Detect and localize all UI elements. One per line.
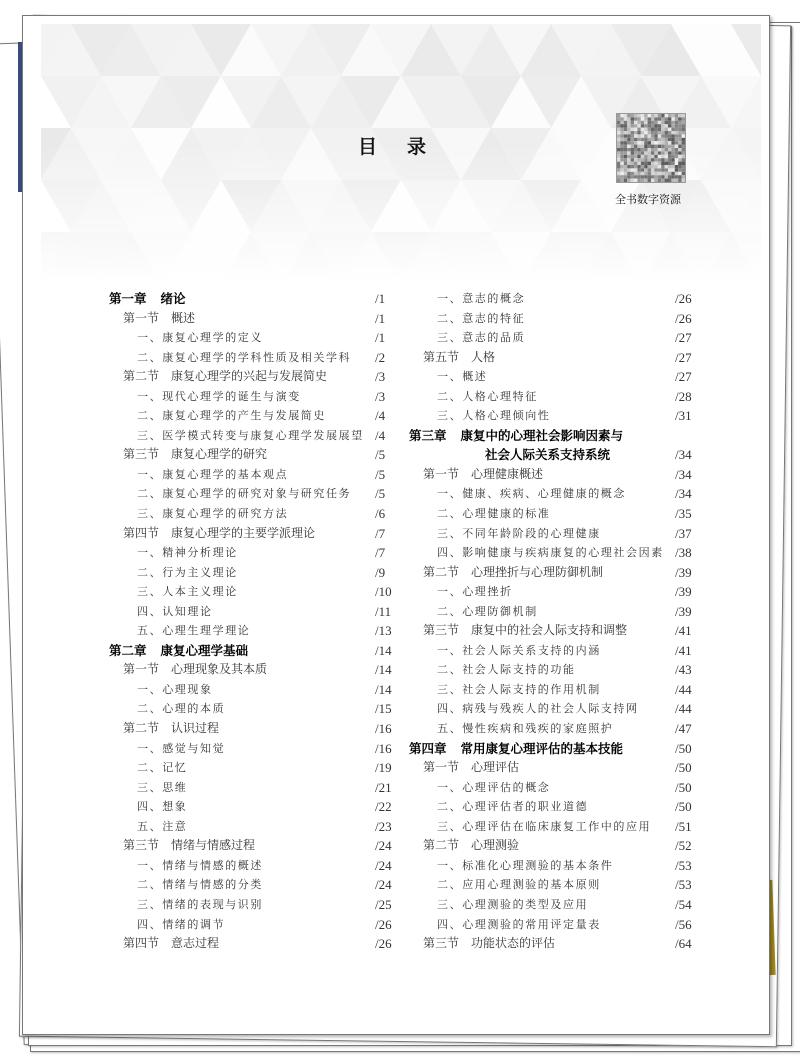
toc-entry-title bbox=[437, 641, 601, 661]
toc-entry-page: /13 bbox=[375, 623, 392, 639]
toc-entry-item[interactable] bbox=[109, 504, 399, 524]
toc-entry-text: 功能状态的评估 bbox=[471, 936, 556, 951]
toc-entry-item[interactable] bbox=[109, 797, 399, 817]
toc-entry-text: 社会人际关系支持系统 bbox=[485, 447, 611, 463]
toc-entry-number: 第三节 bbox=[423, 936, 460, 951]
toc-entry-title bbox=[437, 895, 588, 915]
toc-entry-page: /3 bbox=[375, 388, 386, 404]
toc-entry-text: 一、健康、疾病、心理健康的概念 bbox=[437, 487, 626, 501]
toc-entry-text: 五、注意 bbox=[137, 819, 188, 833]
toc-entry-page: /2 bbox=[375, 349, 386, 365]
toc-entry-title bbox=[437, 875, 601, 895]
toc-entry-page: /64 bbox=[675, 936, 692, 952]
toc-entry-page: /54 bbox=[675, 896, 692, 912]
toc-entry-text: 三、人本主义理论 bbox=[137, 585, 238, 599]
toc-entry-chapter[interactable] bbox=[409, 426, 699, 446]
toc-entry-page: /26 bbox=[375, 936, 392, 952]
toc-entry-page: /27 bbox=[675, 330, 692, 346]
toc-entry-page: /34 bbox=[675, 447, 692, 463]
toc-entry-section[interactable] bbox=[109, 524, 399, 544]
page-title: 目录 bbox=[358, 136, 457, 158]
toc-entry-page: /37 bbox=[675, 525, 692, 541]
toc-entry-page: /7 bbox=[375, 545, 386, 561]
toc-entry-item[interactable] bbox=[109, 817, 399, 837]
toc-entry-item[interactable] bbox=[109, 465, 399, 485]
toc-entry-text: 一、康复心理学的定义 bbox=[137, 331, 263, 345]
toc-entry-chapter[interactable] bbox=[409, 739, 699, 759]
toc-entry-title bbox=[437, 660, 576, 680]
toc-entry-item[interactable] bbox=[409, 543, 699, 563]
toc-entry-title bbox=[437, 817, 651, 837]
toc-entry-section[interactable] bbox=[409, 758, 699, 778]
toc-entry-title bbox=[437, 309, 525, 329]
toc-entry-text: 二、人格心理特征 bbox=[437, 389, 538, 403]
toc-entry-text: 三、心理测验的类型及应用 bbox=[437, 897, 589, 911]
toc-entry-page: /27 bbox=[675, 369, 692, 385]
toc-entry-item[interactable] bbox=[109, 915, 399, 935]
toc-entry-title bbox=[123, 367, 327, 387]
toc-entry-page: /35 bbox=[675, 506, 692, 522]
toc-entry-title bbox=[137, 484, 351, 504]
toc-entry-text: 常用康复心理评估的基本技能 bbox=[460, 740, 624, 756]
toc-entry-page: /47 bbox=[675, 721, 692, 737]
toc-entry-title bbox=[137, 680, 213, 700]
toc-entry-text: 康复心理学的主要学派理论 bbox=[171, 525, 316, 540]
toc-entry-title bbox=[137, 543, 238, 563]
toc-entry-text: 心理健康概述 bbox=[471, 466, 544, 481]
toc-entry-page: /43 bbox=[675, 662, 692, 678]
toc-entry-item[interactable] bbox=[109, 856, 399, 876]
toc-entry-text: 一、康复心理学的基本观点 bbox=[137, 467, 289, 481]
toc-entry-text: 一、感觉与知觉 bbox=[137, 741, 226, 755]
toc-entry-text: 心理现象及其本质 bbox=[171, 662, 268, 677]
toc-entry-page: /27 bbox=[675, 349, 692, 365]
toc-entry-title bbox=[137, 387, 301, 407]
toc-entry-item[interactable] bbox=[109, 426, 399, 446]
toc-entry-number: 第二节 bbox=[423, 564, 460, 579]
toc-entry-text: 三、康复心理学的研究方法 bbox=[137, 507, 289, 521]
toc-entry-page: /5 bbox=[375, 447, 386, 463]
toc-entry-section[interactable] bbox=[109, 445, 399, 465]
toc-entry-section[interactable] bbox=[109, 934, 399, 954]
toc-entry-item[interactable] bbox=[409, 660, 699, 680]
toc-entry-number: 第三章 bbox=[409, 427, 447, 443]
toc-entry-title bbox=[437, 543, 664, 563]
toc-entry-page: /1 bbox=[375, 291, 386, 306]
toc-entry-page: /15 bbox=[375, 701, 392, 717]
toc-entry-title bbox=[137, 602, 213, 622]
toc-entry-text: 一、精神分析理论 bbox=[137, 546, 238, 560]
toc-entry-text: 一、心理现象 bbox=[137, 682, 213, 696]
toc-entry-text: 二、心理防御机制 bbox=[437, 604, 538, 618]
toc-entry-page: /51 bbox=[675, 818, 692, 834]
toc-entry-item[interactable] bbox=[409, 719, 699, 739]
toc-entry-number: 第三节 bbox=[123, 447, 160, 462]
toc-entry-page: /26 bbox=[375, 916, 392, 932]
toc-entry-number: 第二节 bbox=[423, 838, 460, 853]
toc-entry-title bbox=[137, 778, 187, 798]
toc-entry-page: /25 bbox=[375, 896, 392, 912]
toc-entry-section[interactable] bbox=[109, 660, 399, 680]
toc-entry-title bbox=[409, 739, 623, 759]
toc-entry-item[interactable] bbox=[109, 778, 399, 798]
toc-entry-page: /50 bbox=[675, 760, 692, 776]
toc-entry-page: /53 bbox=[675, 857, 692, 873]
toc-entry-item[interactable] bbox=[109, 563, 399, 583]
toc-entry-item[interactable] bbox=[409, 367, 699, 387]
toc-entry-page: /31 bbox=[675, 408, 692, 424]
toc-entry-page: /34 bbox=[675, 466, 692, 482]
toc-entry-page: /3 bbox=[375, 369, 386, 385]
toc-entry-title bbox=[423, 934, 555, 954]
toc-entry-title bbox=[123, 524, 315, 544]
toc-entry-text: 三、思维 bbox=[137, 780, 188, 794]
toc-entry-title bbox=[437, 719, 613, 739]
toc-entry-page: /28 bbox=[675, 388, 692, 404]
toc-entry-page: /26 bbox=[675, 310, 692, 326]
toc-entry-item[interactable] bbox=[409, 915, 699, 935]
toc-entry-text: 一、社会人际关系支持的内涵 bbox=[437, 643, 601, 657]
toc-entry-text: 二、情绪与情感的分类 bbox=[137, 878, 263, 892]
toc-entry-title bbox=[109, 641, 248, 661]
toc-entry-page: /14 bbox=[375, 681, 392, 697]
toc-entry-page: /39 bbox=[675, 564, 692, 580]
toc-entry-item[interactable] bbox=[409, 484, 699, 504]
toc-entry-chapter[interactable] bbox=[109, 289, 399, 309]
toc-entry-title bbox=[423, 758, 519, 778]
toc-entry-title bbox=[137, 739, 225, 759]
toc-entry-text: 心理测验 bbox=[471, 838, 520, 853]
toc-entry-title bbox=[109, 289, 186, 309]
toc-entry-page: /24 bbox=[375, 857, 392, 873]
toc-entry-title bbox=[437, 699, 639, 719]
toc-entry-text: 四、心理测验的常用评定量表 bbox=[437, 917, 601, 931]
toc-entry-text: 二、社会人际支持的功能 bbox=[437, 663, 576, 677]
toc-entry-page: /39 bbox=[675, 603, 692, 619]
toc-entry-item[interactable] bbox=[109, 602, 399, 622]
toc-entry-title bbox=[437, 915, 601, 935]
toc-entry-text: 康复中的社会人际支持和调整 bbox=[471, 623, 628, 638]
toc-entry-item[interactable] bbox=[109, 680, 399, 700]
toc-entry-page: /14 bbox=[375, 642, 392, 658]
toc-entry-page: /7 bbox=[375, 525, 386, 541]
toc-entry-title bbox=[137, 895, 263, 915]
toc-entry-text: 情绪与情感过程 bbox=[171, 838, 256, 853]
toc-entry-text: 三、人格心理倾向性 bbox=[437, 409, 551, 423]
toc-entry-title bbox=[437, 680, 601, 700]
toc-entry-text: 认识过程 bbox=[171, 721, 220, 736]
toc-entry-text: 三、心理评估在临床康复工作中的应用 bbox=[437, 819, 652, 833]
toc-entry-item[interactable] bbox=[409, 699, 699, 719]
toc-entry-item[interactable] bbox=[409, 641, 699, 661]
toc-entry-page: /39 bbox=[675, 584, 692, 600]
toc-entry-text: 绪论 bbox=[160, 291, 186, 306]
toc-entry-title bbox=[137, 328, 263, 348]
toc-entry-title bbox=[437, 582, 513, 602]
toc-entry-text: 心理评估 bbox=[471, 760, 520, 775]
toc-entry-title bbox=[123, 934, 219, 954]
toc-entry-text: 二、记忆 bbox=[137, 761, 188, 775]
toc-entry-text: 二、康复心理学的研究对象与研究任务 bbox=[137, 487, 352, 501]
toc-entry-text: 一、心理挫折 bbox=[437, 585, 513, 599]
toc-entry-text: 康复心理学基础 bbox=[160, 642, 249, 658]
toc-entry-item[interactable] bbox=[109, 739, 399, 759]
toc-entry-page: /44 bbox=[675, 681, 692, 697]
toc-entry-text: 二、行为主义理论 bbox=[137, 565, 238, 579]
toc-entry-page: /44 bbox=[675, 701, 692, 717]
toc-entry-item[interactable] bbox=[409, 309, 699, 329]
toc-entry-page: /34 bbox=[675, 486, 692, 502]
toc-entry-title bbox=[437, 289, 525, 309]
toc-entry-text: 意志过程 bbox=[171, 936, 220, 951]
toc-entry-title bbox=[137, 758, 187, 778]
toc-entry-item[interactable] bbox=[109, 328, 399, 348]
toc-entry-title bbox=[423, 836, 519, 856]
toc-entry-page: /24 bbox=[375, 877, 392, 893]
toc-entry-page: /21 bbox=[375, 779, 392, 795]
toc-entry-section[interactable] bbox=[409, 563, 699, 583]
toc-entry-title bbox=[437, 602, 538, 622]
toc-entry-title bbox=[137, 465, 288, 485]
toc-column-left bbox=[109, 289, 399, 954]
toc-entry-item[interactable] bbox=[109, 621, 399, 641]
toc-entry-title bbox=[137, 915, 225, 935]
toc-entry-item[interactable] bbox=[109, 582, 399, 602]
toc-entry-chapter[interactable] bbox=[109, 641, 399, 661]
toc-entry-page: /50 bbox=[675, 740, 692, 756]
toc-entry-title bbox=[137, 426, 364, 446]
toc-entry-text: 四、认知理论 bbox=[137, 604, 213, 618]
toc-entry-text: 四、病残与残疾人的社会人际支持网 bbox=[437, 702, 639, 716]
toc-entry-section[interactable] bbox=[409, 934, 699, 954]
toc-entry-item[interactable] bbox=[409, 856, 699, 876]
toc-entry-text: 一、现代心理学的诞生与演变 bbox=[137, 389, 301, 403]
toc-entry-text: 二、康复心理学的产生与发展简史 bbox=[137, 409, 326, 423]
toc-entry-text: 一、标准化心理测验的基本条件 bbox=[437, 858, 614, 872]
toc-entry-number: 第五节 bbox=[423, 349, 460, 364]
toc-entry-text: 三、不同年龄阶段的心理健康 bbox=[437, 526, 601, 540]
toc-entry-page: /14 bbox=[375, 662, 392, 678]
toc-entry-item[interactable] bbox=[109, 758, 399, 778]
toc-entry-item[interactable] bbox=[409, 797, 699, 817]
toc-entry-item[interactable] bbox=[109, 348, 399, 368]
toc-entry-title bbox=[423, 563, 603, 583]
toc-entry-title bbox=[485, 445, 610, 465]
toc-entry-text: 五、慢性疾病和残疾的家庭照护 bbox=[437, 722, 614, 736]
toc-entry-section[interactable] bbox=[109, 836, 399, 856]
toc-page bbox=[22, 15, 770, 1035]
toc-entry-title bbox=[137, 817, 187, 837]
toc-entry-item[interactable] bbox=[109, 895, 399, 915]
toc-entry-text: 四、影响健康与疾病康复的心理社会因素 bbox=[437, 546, 664, 560]
toc-entry-title bbox=[437, 367, 487, 387]
toc-entry-page: /16 bbox=[375, 721, 392, 737]
toc-entry-page: /50 bbox=[675, 799, 692, 815]
toc-entry-item[interactable] bbox=[409, 406, 699, 426]
toc-entry-text: 人格 bbox=[471, 349, 496, 364]
toc-entry-page: /4 bbox=[375, 427, 386, 443]
toc-entry-page: /6 bbox=[375, 506, 386, 522]
toc-entry-page: /5 bbox=[375, 466, 386, 482]
toc-entry-item[interactable] bbox=[409, 895, 699, 915]
toc-entry-title bbox=[437, 797, 588, 817]
toc-entry-section[interactable] bbox=[109, 367, 399, 387]
toc-entry-number: 第四章 bbox=[409, 740, 447, 756]
toc-entry-item[interactable] bbox=[109, 699, 399, 719]
toc-entry-item[interactable] bbox=[409, 778, 699, 798]
toc-entry-section[interactable] bbox=[409, 621, 699, 641]
toc-entry-text: 二、心理的本质 bbox=[137, 702, 226, 716]
toc-entry-title bbox=[437, 504, 550, 524]
toc-entry-page: /5 bbox=[375, 486, 386, 502]
toc-entry-text: 三、社会人际支持的作用机制 bbox=[437, 682, 601, 696]
toc-entry-text: 二、应用心理测验的基本原则 bbox=[437, 878, 601, 892]
toc-entry-item[interactable] bbox=[409, 387, 699, 407]
toc-entry-item[interactable] bbox=[409, 602, 699, 622]
toc-entry-text: 康复心理学的兴起与发展简史 bbox=[171, 369, 328, 384]
toc-entry-text: 三、意志的品质 bbox=[437, 331, 526, 345]
toc-entry-page: /16 bbox=[375, 740, 392, 756]
toc-entry-title bbox=[137, 875, 263, 895]
toc-entry-title bbox=[137, 582, 238, 602]
toc-entry-text: 三、医学模式转变与康复心理学发展展望 bbox=[137, 428, 364, 442]
toc-entry-text: 二、心理健康的标准 bbox=[437, 507, 551, 521]
toc-entry-item[interactable] bbox=[409, 328, 699, 348]
toc-entry-page: /38 bbox=[675, 545, 692, 561]
toc-entry-number: 第一章 bbox=[109, 291, 147, 306]
qr-caption: 全书数字资源 bbox=[615, 193, 681, 206]
toc-entry-page: /23 bbox=[375, 818, 392, 834]
toc-entry-text: 二、意志的特征 bbox=[437, 311, 526, 325]
toc-entry-section[interactable] bbox=[109, 719, 399, 739]
toc-entry-title bbox=[437, 778, 550, 798]
toc-entry-number: 第一节 bbox=[423, 466, 460, 481]
toc-entry-title bbox=[123, 309, 195, 329]
toc-entry-title bbox=[123, 660, 267, 680]
toc-column-right bbox=[409, 289, 699, 954]
toc-entry-item[interactable] bbox=[109, 543, 399, 563]
toc-entry-section[interactable] bbox=[409, 465, 699, 485]
toc-entry-title bbox=[137, 348, 351, 368]
toc-entry-item[interactable] bbox=[109, 406, 399, 426]
toc-entry-title bbox=[137, 621, 250, 641]
toc-entry-item[interactable] bbox=[409, 289, 699, 309]
toc-entry-number: 第二章 bbox=[109, 642, 147, 658]
toc-entry-page: /24 bbox=[375, 838, 392, 854]
toc-entry-text: 概述 bbox=[171, 310, 196, 325]
toc-entry-text: 二、心理评估者的职业道德 bbox=[437, 800, 589, 814]
toc-entry-number: 第一节 bbox=[423, 760, 460, 775]
toc-entry-title bbox=[409, 426, 623, 446]
toc-entry-title bbox=[437, 406, 550, 426]
toc-entry-item[interactable] bbox=[109, 484, 399, 504]
toc-entry-number: 第三节 bbox=[423, 623, 460, 638]
toc-entry-item[interactable] bbox=[409, 875, 699, 895]
toc-entry-item[interactable] bbox=[109, 875, 399, 895]
toc-entry-section[interactable] bbox=[409, 348, 699, 368]
toc-entry-page: /4 bbox=[375, 408, 386, 424]
toc-entry-text: 一、意志的概念 bbox=[437, 292, 526, 305]
toc-entry-title bbox=[123, 836, 255, 856]
toc-entry-item[interactable] bbox=[109, 387, 399, 407]
toc-entry-page: /1 bbox=[375, 310, 386, 326]
toc-entry-text: 二、康复心理学的学科性质及相关学科 bbox=[137, 350, 352, 364]
toc-entry-number: 第三节 bbox=[123, 838, 160, 853]
toc-entry-title bbox=[137, 504, 288, 524]
toc-entry-title bbox=[437, 484, 626, 504]
toc-entry-text: 康复中的心理社会影响因素与 bbox=[460, 427, 624, 443]
toc-entry-page: /41 bbox=[675, 642, 692, 658]
toc-entry-number: 第一节 bbox=[123, 310, 160, 325]
toc-entry-number: 第二节 bbox=[123, 721, 160, 736]
toc-entry-title bbox=[137, 563, 238, 583]
toc-entry-title bbox=[437, 524, 601, 544]
toc-entry-title bbox=[137, 856, 263, 876]
toc-entry-title bbox=[437, 856, 613, 876]
toc-entry-number: 第二节 bbox=[123, 369, 160, 384]
toc-entry-text: 三、情绪的表现与识别 bbox=[137, 897, 263, 911]
toc-entry-title bbox=[123, 719, 219, 739]
qr-code[interactable] bbox=[616, 113, 686, 183]
toc-entry-item[interactable] bbox=[409, 504, 699, 524]
toc-entry-text: 一、情绪与情感的概述 bbox=[137, 858, 263, 872]
toc-entry-page: /53 bbox=[675, 877, 692, 893]
toc-entry-title bbox=[123, 445, 267, 465]
toc-entry-text: 四、想象 bbox=[137, 800, 188, 814]
toc-entry-page: /22 bbox=[375, 799, 392, 815]
toc-entry-title bbox=[423, 621, 627, 641]
toc-entry-number: 第四节 bbox=[123, 936, 160, 951]
toc-entry-section[interactable] bbox=[409, 836, 699, 856]
toc-entry-page: /9 bbox=[375, 564, 386, 580]
toc-entry-item[interactable] bbox=[409, 582, 699, 602]
toc-entry-item[interactable] bbox=[409, 680, 699, 700]
toc-entry-page: /11 bbox=[375, 603, 392, 619]
toc-entry-title bbox=[423, 465, 543, 485]
toc-entry-page: /52 bbox=[675, 838, 692, 854]
toc-entry-text: 一、概述 bbox=[437, 370, 488, 384]
toc-entry-text: 心理挫折与心理防御机制 bbox=[471, 564, 604, 579]
toc-entry-page: /50 bbox=[675, 779, 692, 795]
toc-entry-title bbox=[423, 348, 495, 368]
toc-entry-section[interactable] bbox=[109, 309, 399, 329]
toc-entry-page: /41 bbox=[675, 623, 692, 639]
toc-entry-item[interactable] bbox=[409, 817, 699, 837]
toc-entry-number: 第四节 bbox=[123, 525, 160, 540]
toc-entry-text: 康复心理学的研究 bbox=[171, 447, 268, 462]
toc-entry-text: 一、心理评估的概念 bbox=[437, 780, 551, 794]
toc-entry-page: /56 bbox=[675, 916, 692, 932]
toc-entry-item[interactable] bbox=[409, 524, 699, 544]
toc-entry-title bbox=[437, 328, 525, 348]
toc-entry-title bbox=[137, 406, 326, 426]
toc-entry-page: /19 bbox=[375, 760, 392, 776]
toc-entry-cont[interactable] bbox=[409, 445, 699, 465]
toc-entry-text: 五、心理生理学理论 bbox=[137, 624, 251, 638]
toc-entry-page: /10 bbox=[375, 584, 392, 600]
toc-entry-number: 第一节 bbox=[123, 662, 160, 677]
toc-entry-text: 四、情绪的调节 bbox=[137, 917, 226, 931]
toc-entry-title bbox=[437, 387, 538, 407]
toc-entry-title bbox=[137, 797, 187, 817]
toc-entry-page: /1 bbox=[375, 330, 386, 346]
toc-entry-page: /26 bbox=[675, 291, 692, 306]
toc-entry-title bbox=[137, 699, 225, 719]
